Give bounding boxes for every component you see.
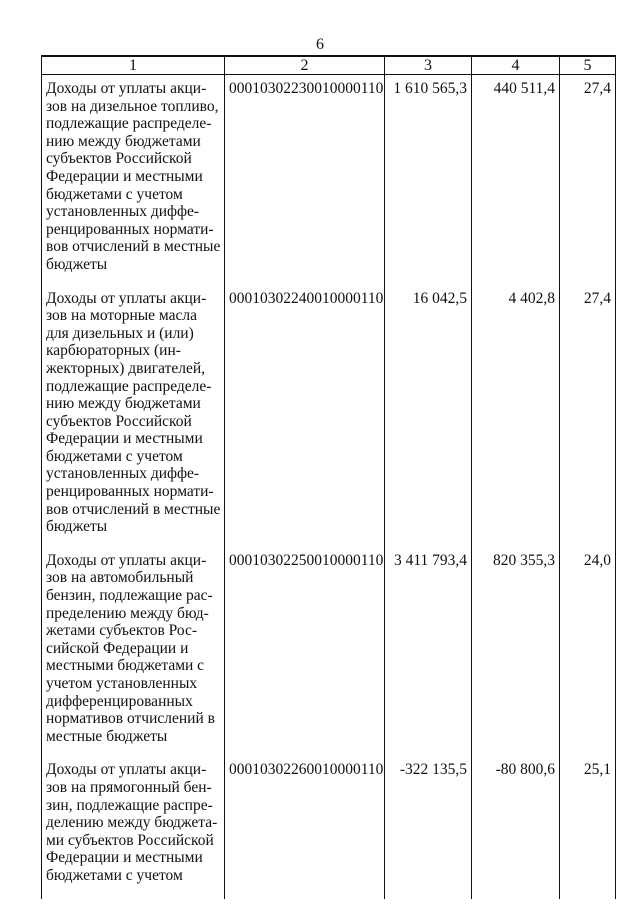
revenue-name-line: ренцированных нормати- — [46, 483, 214, 501]
plan-amount-cell: 1 610 565,3 — [385, 75, 472, 288]
revenue-name-line: дифференцированных — [46, 692, 193, 710]
revenue-name-line: зов на автомобильный — [46, 569, 194, 587]
budget-revenue-table — [41, 55, 616, 899]
table-row — [42, 759, 616, 898]
revenue-name-line: зов на дизельное топливо, — [46, 97, 219, 115]
revenue-name-line: ми субъектов Российской — [46, 831, 214, 849]
revenue-name-line: бюджеты — [46, 255, 108, 273]
revenue-name-line: местные бюджеты — [46, 727, 168, 745]
revenue-name-line: подлежащие распределе- — [46, 377, 212, 395]
revenue-name-line: ренцированных нормати- — [46, 220, 214, 238]
budget-code-cell: 00010302250010000110 — [225, 550, 385, 760]
actual-amount-cell: 4 402,8 — [472, 288, 560, 550]
table-row — [42, 288, 616, 550]
percent-cell: 24,0 — [560, 550, 616, 760]
percent-cell: 25,1 — [560, 759, 616, 898]
revenue-name-cell — [42, 75, 225, 288]
revenue-name-line: жекторных) двигателей, — [46, 359, 206, 377]
revenue-name-line: субъектов Российской — [46, 150, 192, 168]
revenue-name-line: субъектов Российской — [46, 412, 192, 430]
revenue-name-line: Доходы от уплаты акци- — [46, 551, 207, 569]
table-body — [42, 75, 616, 899]
percent-cell: 27,4 — [560, 288, 616, 550]
budget-code-cell: 00010302240010000110 — [225, 288, 385, 550]
revenue-name-line: Федерации и местными — [46, 430, 203, 448]
revenue-name-line: Федерации и местными — [46, 167, 203, 185]
revenue-name-line: бюджетами с учетом — [46, 866, 183, 884]
revenue-name-line: зов на моторные масла — [46, 307, 197, 325]
revenue-name-cell — [42, 550, 225, 760]
revenue-name-line: учетом установленных — [46, 675, 198, 692]
revenue-name-line: жетами субъектов Рос- — [46, 622, 198, 640]
revenue-name-line: карбюраторных (ин- — [46, 342, 181, 360]
revenue-name-cell — [42, 288, 225, 550]
revenue-name-line: Доходы от уплаты акци- — [46, 80, 207, 97]
budget-code-cell: 00010302230010000110 — [225, 75, 385, 288]
column-header-5: 5 — [560, 56, 616, 75]
plan-amount-cell: 16 042,5 — [385, 288, 472, 550]
revenue-name-line: Доходы от уплаты акци- — [46, 289, 207, 307]
plan-amount-cell: 3 411 793,4 — [385, 550, 472, 760]
revenue-name-line: Федерации и местными — [46, 849, 203, 867]
revenue-name-line: зин, подлежащие распре- — [46, 796, 213, 814]
column-header-3: 3 — [385, 56, 472, 75]
table-header-row — [42, 56, 616, 75]
page-number: 6 — [316, 36, 324, 53]
table-row — [42, 550, 616, 760]
revenue-name-line: нормативов отчислений в — [46, 710, 215, 728]
revenue-name-line: подлежащие распределе- — [46, 115, 212, 133]
revenue-name-line: нию между бюджетами — [46, 395, 201, 413]
column-header-4: 4 — [472, 56, 560, 75]
revenue-name-line: зов на прямогонный бен- — [46, 778, 212, 796]
revenue-name-line: пределению между бюд- — [46, 604, 209, 622]
revenue-name-line: бюджетами с учетом — [46, 447, 183, 465]
budget-code-cell: 00010302260010000110 — [225, 759, 385, 898]
revenue-name-line: вов отчислений в местные — [46, 238, 221, 256]
revenue-name-line: бензин, подлежащие рас- — [46, 587, 213, 605]
actual-amount-cell: -80 800,6 — [472, 759, 560, 898]
revenue-name-line: вов отчислений в местные — [46, 500, 221, 518]
revenue-name-line: нию между бюджетами — [46, 132, 201, 150]
revenue-name-line: делению между бюджета- — [46, 814, 218, 832]
plan-amount-cell: -322 135,5 — [385, 759, 472, 898]
revenue-name-line: бюджеты — [46, 518, 108, 536]
column-header-1: 1 — [42, 56, 225, 75]
revenue-name-line: бюджетами с учетом — [46, 185, 183, 203]
revenue-name-line: Доходы от уплаты акци- — [46, 761, 207, 779]
revenue-name-line: для дизельных и (или) — [46, 324, 194, 342]
revenue-name-line: сийской Федерации и — [46, 639, 189, 657]
revenue-name-line: установленных диффе- — [46, 465, 200, 483]
revenue-name-line: местными бюджетами с — [46, 657, 205, 675]
column-header-2: 2 — [225, 56, 385, 75]
actual-amount-cell: 440 511,4 — [472, 75, 560, 288]
actual-amount-cell: 820 355,3 — [472, 550, 560, 760]
revenue-name-line: установленных диффе- — [46, 203, 200, 221]
percent-cell: 27,4 — [560, 75, 616, 288]
table-row — [42, 75, 616, 288]
revenue-name-cell — [42, 759, 225, 898]
